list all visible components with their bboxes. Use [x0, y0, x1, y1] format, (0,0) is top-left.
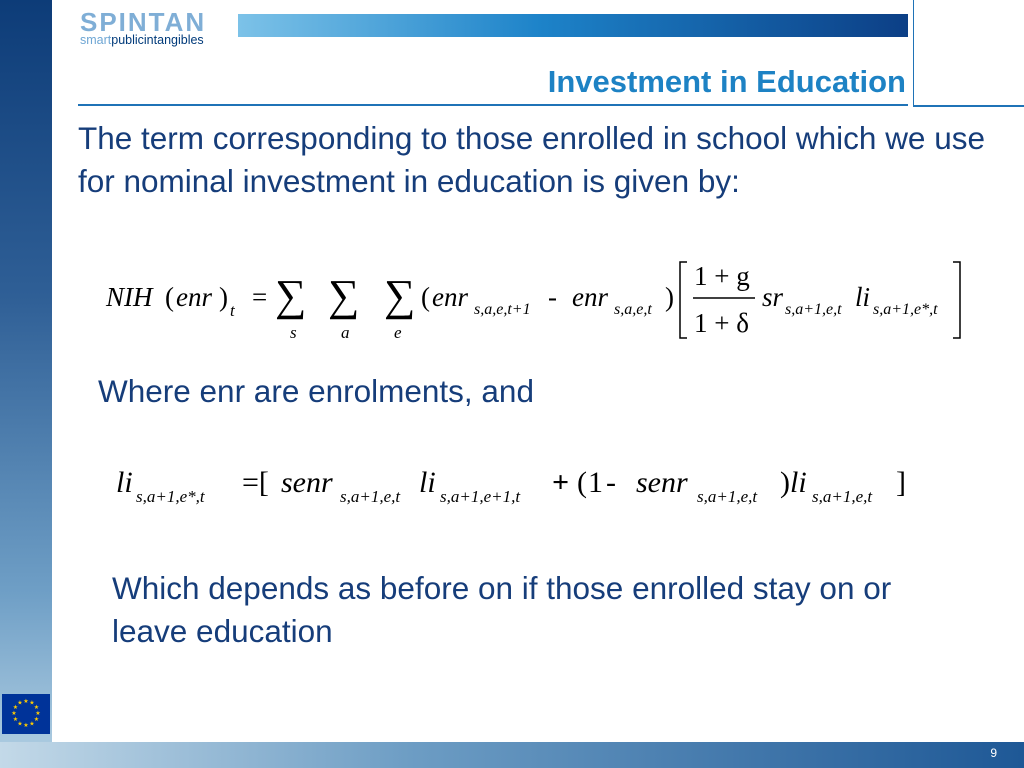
- eq1-lhs-main: NIH: [106, 282, 153, 312]
- eq2-lhs: li: [116, 466, 133, 499]
- where-text: Where enr are enrolments, and: [98, 373, 534, 409]
- slide-title: Investment in Education: [547, 64, 906, 99]
- eq2-equals: =[: [242, 466, 269, 499]
- svg-text:★: ★: [17, 720, 23, 728]
- eq2-close-bracket: ]: [896, 466, 906, 499]
- eq1-lhs-arg: enr: [176, 282, 212, 312]
- eq2-li1-sub: s,a+1,e+1,t: [440, 487, 521, 506]
- logo-wordmark: SPINTAN: [80, 7, 207, 37]
- eq2-li1: li: [419, 466, 436, 499]
- svg-text:★: ★: [29, 720, 35, 728]
- svg-text:★: ★: [35, 710, 41, 717]
- eq1-lhs-sub: t: [230, 301, 235, 320]
- eq1-sum2-index: a: [341, 323, 350, 342]
- eq1-term1: enr: [432, 282, 468, 312]
- eq1-sum2: ∑: [328, 271, 360, 320]
- eq2-lhs-sub: s,a+1,e*,t: [136, 487, 205, 506]
- eq1-open-paren: (: [165, 282, 174, 312]
- eq2-li2-sub: s,a+1,e,t: [812, 487, 873, 506]
- eq1-term2-sub: s,a,e,t: [614, 301, 652, 318]
- svg-text:★: ★: [29, 699, 35, 707]
- eq2-plus: +: [552, 466, 570, 499]
- eq2-minus: -: [606, 466, 616, 499]
- eq1-paren2-open: (: [421, 282, 430, 312]
- eq2-li2: li: [790, 466, 807, 499]
- conclusion-paragraph: Which depends as before on if those enrolled stay on or leave education: [112, 570, 892, 649]
- logo-tagline-bold: publicintangibles: [111, 33, 204, 47]
- eq2-close-paren: ): [780, 466, 790, 499]
- eq1-term2: enr: [572, 282, 608, 312]
- eq2-senr1: senr: [281, 466, 333, 499]
- eq1-li-sub: s,a+1,e*,t: [873, 301, 938, 318]
- eq1-li: li: [855, 282, 871, 312]
- svg-text:★: ★: [23, 698, 29, 705]
- eq1-sr-sub: s,a+1,e,t: [785, 301, 842, 318]
- eq1-equals: =: [252, 282, 268, 312]
- svg-text:★: ★: [17, 699, 23, 707]
- eq2-open-paren: (: [577, 466, 587, 499]
- svg-text:★: ★: [33, 704, 40, 711]
- svg-text:★: ★: [23, 722, 29, 729]
- logo-tagline-light: smart: [80, 33, 112, 47]
- eq1-minus: -: [548, 282, 557, 312]
- eq1-sr: sr: [762, 282, 784, 312]
- eq1-close-paren: ): [219, 282, 228, 312]
- eq2-senr1-sub: s,a+1,e,t: [340, 487, 401, 506]
- eq1-frac-den: 1 + δ: [694, 308, 749, 338]
- eq1-term1-sub: s,a,e,t+1: [474, 301, 531, 318]
- eq1-frac-num: 1 + g: [694, 261, 750, 291]
- eq1-sum1-index: s: [290, 323, 297, 342]
- eq1-sum1: ∑: [275, 271, 307, 320]
- eq2-senr2-sub: s,a+1,e,t: [697, 487, 758, 506]
- intro-paragraph: The term corresponding to those enrolled in school which we use for nominal investment in education is given by:: [78, 120, 985, 199]
- eq1-sum3: ∑: [384, 271, 416, 320]
- page-number: 9: [990, 746, 997, 760]
- eq1-paren2-close: ): [665, 282, 674, 312]
- eq2-senr2: senr: [636, 466, 688, 499]
- eq2-one: 1: [588, 466, 603, 499]
- svg-text:★: ★: [11, 710, 17, 717]
- svg-text:★: ★: [12, 704, 19, 711]
- svg-text:★: ★: [12, 716, 19, 723]
- eq1-sum3-index: e: [394, 323, 402, 342]
- svg-text:★: ★: [33, 716, 40, 723]
